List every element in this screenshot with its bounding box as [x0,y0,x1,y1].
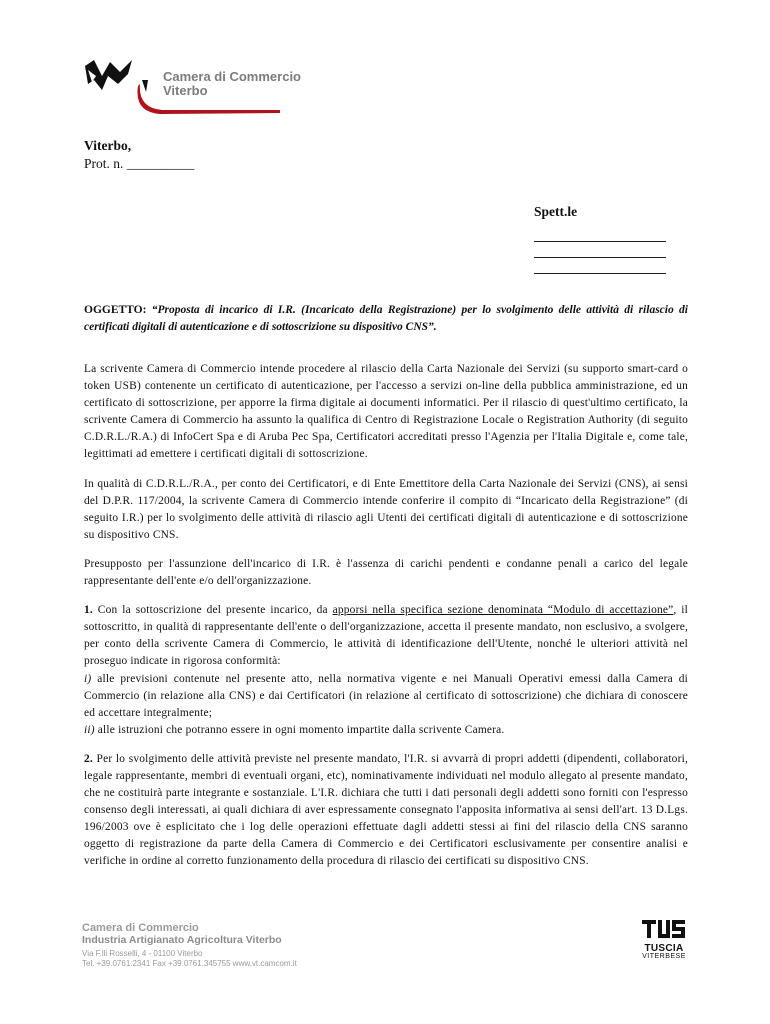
list-marker: ii) [84,723,95,736]
recipient-blank-line [534,258,666,274]
clause-text: Per lo svolgimento delle attività previste nel presente mandato, l'I.R. si avvarrà di propri addetti (dipendenti, collaboratori, legale rappresentante, membri di eventuali organi, etc), nominativamente individuati nel modulo allegato al presente mandato, che ne costituirà parte integrante e sostanziale. L'I.R. dichiara che tutti i dati personali degli addetti sono forniti con l'espresso consenso degli interessati, ai quali dichiara di aver espressamente consegnato l'apposita informativa ai sensi dell'art. 13 D.Lgs. 196/2003 ove è esplicitato che i log delle operazioni effettuate dagli addetti stessi ai fini del rilascio della CNS saranno oggetto di registrazione da parte della Camera di Commercio e dei Certificatori esclusivamente per consentire analisi e verifiche in ordine al corretto funzionamento della procedura di rilascio dei certificati su dispositivo CNS. [84,752,688,868]
tuscia-viterbese-logo [636,920,692,960]
place-line: Viterbo, [84,138,132,153]
clause-number: 2. [84,752,93,765]
footer-line: Camera di Commercio [82,922,199,934]
footer-address [82,922,297,969]
tuscia-word: TUSCIA [644,943,684,954]
body-paragraph: In qualità di C.D.R.L./R.A., per conto dei Certificatori, e di Ente Emettitore della Carta Nazionale dei Servizi (CNS), ai sensi del D.P.R. 117/2004, la scrivente Camera di Commercio intende conferire il compito di “Incaricato della Registrazione” (di seguito I.R.) per lo svolgimento delle attività di rilascio agli Utenti dei certificati digitali di autenticazione e di sottoscrizione su dispositivo CNS. [84,477,688,541]
body-paragraph-clause-1 [84,602,688,739]
list-item-text: alle previsioni contenute nel presente atto, nella normativa vigente e nei Manuali Operativi emessi dalla Camera di Commercio (in relazione alla CNS) e dai Certificatori (in relazione al certificato di sottoscrizione) che dichiara di conoscere ed accettare integralmente; [84,672,688,719]
clause-number: 1. [84,604,93,617]
footer-line: Tel. +39.0761.2341 Fax +39.0761.345755 www.vt.camcom.it [82,959,297,968]
recipient-title: Spett.le [534,204,578,219]
logo-text [163,70,301,98]
letter-body [84,361,688,883]
tuscia-mark-icon [642,920,686,940]
recipient-blank-line [534,226,666,242]
subject-label: OGGETTO: [84,304,147,316]
body-paragraph: Presupposto per l'assunzione dell'incarico di I.R. è l'assenza di carichi pendenti e condanne penali a carico del legale rappresentante dell'ente e/o dell'organizzazione. [84,557,688,588]
clause-underlined-text: apporsi nella specifica sezione denominata “Modulo di accettazione” [332,604,674,617]
tuscia-sub: VITERBESE [642,953,686,960]
logo-org-line1: Camera di Commercio [163,69,301,84]
recipient-block [534,204,669,274]
logo-org-line2: Viterbo [163,83,208,98]
subject-paragraph [84,302,688,336]
body-paragraph: La scrivente Camera di Commercio intende procedere al rilascio della Carta Nazionale dei Servizi (su supporto smart-card o token USB) contenente un certificato di autenticazione, per l'accesso a servizi on-line della pubblica amministrazione, ed un certificato di sottoscrizione, per apporre la firma digitale ai documenti informatici. Per il rilascio di quest'ultimo certificato, la scrivente Camera di Commercio ha assunto la qualifica di Centro di Registrazione Locale o Registration Authority (di seguito C.D.R.L./R.A.) di InfoCert Spa e di Aruba Pec Spa, Certificatori accreditati presso l'Agenzia per l'Italia Digitale e, come tale, legittimati ad emettere i certificati digitali di sottoscrizione. [84,363,688,461]
footer-line: Industria Artigianato Agricoltura Viterbo [82,934,282,946]
footer-line: Via F.lli Rosselli, 4 - 01100 Viterbo [82,949,203,958]
protocol-line: Prot. n. __________ [84,156,195,171]
subject-text: “Proposta di incarico di I.R. (Incaricato della Registrazione) per lo svolgimento delle attività di rilascio di certificati digitali di autenticazione e di sottoscrizione su dispositivo CNS”. [84,304,688,333]
clause-text: , il sottoscritto, in qualità di rappresentante dell'ente o dell'organizzazione, accetta il presente mandato, non esclusivo, a svolgere, per conto della scrivente Camera di Commercio, le attività di identificazione dell'Utente, nonché le ulteriori attività nel proseguo indicate in rigorosa conformità: [84,604,689,668]
clause-text: Con la sottoscrizione del presente incarico, da [92,604,333,617]
list-item-text: alle istruzioni che potranno essere in ogni momento impartite dalla scrivente Camera. [94,723,505,736]
body-paragraph-clause-2 [84,751,688,871]
recipient-blank-line [534,242,666,258]
list-marker: i) [84,672,92,685]
